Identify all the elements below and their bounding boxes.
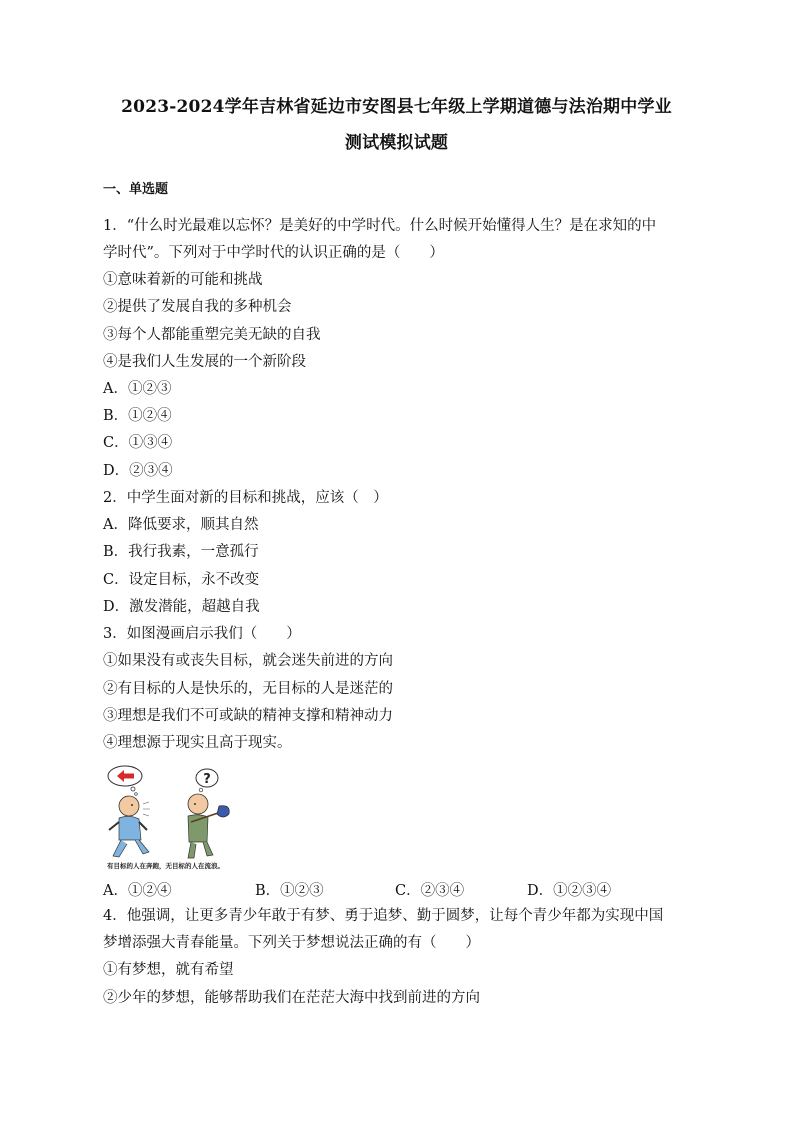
question-bubble-icon: [196, 769, 218, 792]
exam-title-line-1: 2023-2024学年吉林省延边市安图县七年级上学期道德与法治期中学业: [121, 97, 672, 117]
q2-option-c: C．设定目标，永不改变: [103, 572, 260, 588]
q1-statement-3: ③每个人都能重塑完美无缺的自我: [103, 327, 321, 343]
q3-statement-1: ①如果没有或丧失目标，就会迷失前进的方向: [103, 653, 393, 669]
comic-illustration: [103, 764, 243, 872]
q1-stem-line-1: 1．“什么时光最难以忘怀？是美好的中学时代。什么时候开始懂得人生？是在求知的中: [103, 218, 657, 234]
exam-title-line-2: 测试模拟试题: [344, 133, 449, 153]
q4-stem-line-2: 梦增添强大青春能量。下列关于梦想说法正确的有（ ）: [103, 935, 480, 951]
q1-stem-line-2: 学时代”。下列对于中学时代的认识正确的是（ ）: [103, 245, 444, 261]
q3-option-a: A．①②④: [103, 883, 172, 899]
q2-stem: 2．中学生面对新的目标和挑战，应该（ ）: [103, 490, 388, 506]
q1-option-b: B．①②④: [103, 408, 172, 424]
wandering-person-icon: [188, 794, 229, 858]
arrow-bubble-icon: [108, 766, 142, 795]
q1-statement-1: ①意味着新的可能和挑战: [103, 272, 263, 288]
q3-statement-3: ③理想是我们不可或缺的精神支撑和精神动力: [103, 708, 393, 724]
q2-option-b: B．我行我素，一意孤行: [103, 544, 259, 560]
q3-option-b: B．①②③: [255, 883, 324, 899]
q1-option-d: D．②③④: [103, 463, 173, 479]
q1-statement-2: ②提供了发展自我的多种机会: [103, 299, 292, 315]
q3-option-c: C．②③④: [395, 883, 465, 899]
section-heading: 一、单选题: [103, 182, 169, 197]
q1-statement-4: ④是我们人生发展的一个新阶段: [103, 354, 306, 370]
q3-statement-2: ②有目标的人是快乐的，无目标的人是迷茫的: [103, 681, 393, 697]
q3-options-row: [103, 879, 703, 899]
q1-option-c: C．①③④: [103, 435, 173, 451]
comic-caption: 有目标的人在奔跑，无目标的人在流浪。: [107, 862, 224, 870]
running-person-icon: [109, 796, 150, 857]
q4-statement-1: ①有梦想，就有希望: [103, 962, 234, 978]
q2-option-a: A．降低要求，顺其自然: [103, 517, 259, 533]
question-mark: ?: [203, 772, 211, 787]
q1-option-a: A．①②③: [103, 381, 172, 397]
q3-option-d: D．①②③④: [527, 883, 612, 899]
q2-option-d: D．激发潜能，超越自我: [103, 599, 260, 615]
q4-stem-line-1: 4．他强调，让更多青少年敢于有梦、勇于追梦、勤于圆梦，让每个青少年都为实现中国: [103, 908, 664, 924]
q4-statement-2: ②少年的梦想，能够帮助我们在茫茫大海中找到前进的方向: [103, 990, 480, 1006]
q3-statement-4: ④理想源于现实且高于现实。: [103, 735, 292, 751]
q3-stem: 3．如图漫画启示我们（ ）: [103, 626, 301, 642]
